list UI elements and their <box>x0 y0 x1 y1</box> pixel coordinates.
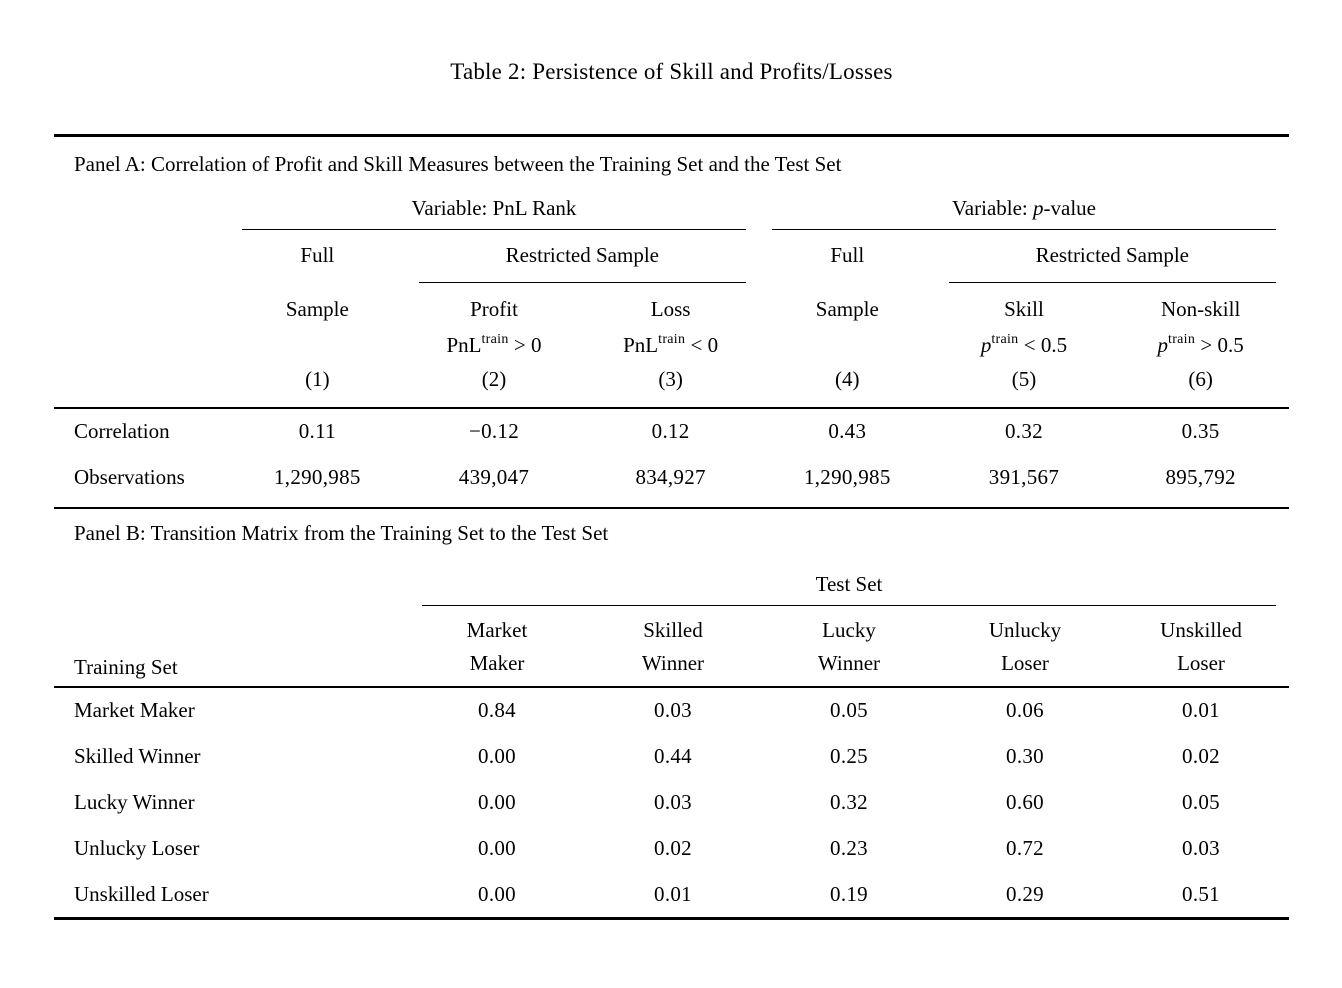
table-cell: 0.02 <box>654 835 692 860</box>
formula-p-lt-05: $p^{train} < 0.5$ <box>980 332 1068 357</box>
variable-group-row <box>54 190 1289 230</box>
col-group-full-1: Full <box>300 243 335 267</box>
col-number-6: (6) <box>1112 363 1289 408</box>
row-axis-label: Training Set <box>54 606 409 687</box>
empty-cell <box>759 323 936 363</box>
group-header-p-value <box>759 190 1289 230</box>
top-rule <box>54 134 1289 137</box>
table-row-unlucky-loser <box>54 825 1289 871</box>
table-cell: 0.32 <box>1004 419 1043 443</box>
table-cell: 0.19 <box>830 881 868 906</box>
panel-b-table <box>54 569 1289 917</box>
table-cell: 0.03 <box>654 698 692 722</box>
table-cell: 0.00 <box>478 789 516 814</box>
table-cell: 1,290,985 <box>273 464 361 489</box>
col-header-unlucky-loser: Unlucky Loser <box>937 606 1113 687</box>
col-number-1: (1) <box>229 363 406 408</box>
column-name-row <box>54 283 1289 323</box>
table-row-market-maker <box>54 687 1289 733</box>
row-label-market-maker: Market Maker <box>74 698 195 722</box>
table-cell: 0.23 <box>830 835 868 860</box>
table-cell: 1,290,985 <box>803 464 891 489</box>
table-cell: 0.35 <box>1181 419 1220 443</box>
empty-cell <box>54 190 229 230</box>
group-header-test-set: Test Set <box>409 569 1289 606</box>
column-formula-row <box>54 323 1289 363</box>
formula-pnl-lt-0: PnL$^{train}$ < 0 <box>623 332 719 357</box>
table-cell: 0.01 <box>654 881 692 906</box>
row-label-skilled-winner: Skilled Winner <box>74 743 201 768</box>
table-cell: 0.29 <box>1006 881 1044 906</box>
table-cell: 439,047 <box>458 464 530 489</box>
col-number-4: (4) <box>759 363 936 408</box>
row-label-correlation: Correlation <box>74 419 170 443</box>
column-number-row <box>54 363 1289 408</box>
table-row-observations <box>54 454 1289 500</box>
table-cell: 0.01 <box>1182 698 1220 722</box>
panel-b-heading: Panel B: Transition Matrix from the Training Set to the Test Set <box>74 521 609 545</box>
row-label-lucky-winner: Lucky Winner <box>74 789 195 814</box>
table-cell: 0.30 <box>1006 743 1044 768</box>
col-header-sample-2: Sample <box>815 297 879 321</box>
col-header-non-skill: Non-skill <box>1160 297 1241 321</box>
col-number-3: (3) <box>582 363 759 408</box>
paper-page <box>54 56 1289 920</box>
col-header-sample-1: Sample <box>285 297 349 321</box>
col-header-skilled-winner: Skilled Winner <box>585 606 761 687</box>
empty-cell <box>229 323 406 363</box>
column-header-row <box>54 606 1289 687</box>
empty-cell <box>54 283 229 323</box>
table-cell: 0.12 <box>651 419 690 443</box>
formula-pnl-gt-0: PnL$^{train}$ > 0 <box>446 332 542 357</box>
table-cell: 0.84 <box>478 698 516 722</box>
test-set-group-row <box>54 569 1289 606</box>
table-cell: 0.05 <box>1182 789 1220 814</box>
table-row-skilled-winner <box>54 733 1289 779</box>
formula-p-gt-05: $p^{train} > 0.5$ <box>1157 332 1244 357</box>
col-group-full-2: Full <box>830 243 865 267</box>
row-label-observations: Observations <box>74 464 185 489</box>
table-row-unskilled-loser <box>54 871 1289 917</box>
table-cell: −0.12 <box>468 419 520 443</box>
col-header-unskilled-loser: Unskilled Loser <box>1113 606 1289 687</box>
group-header-pnl-rank-label: Variable: PnL Rank <box>242 193 746 230</box>
panel-separator-rule <box>54 507 1289 509</box>
table-cell: 391,567 <box>988 464 1060 489</box>
panel-a-heading: Panel A: Correlation of Profit and Skill Measures between the Training Set and the Test Set <box>74 152 842 176</box>
table-cell: 0.03 <box>1182 835 1220 860</box>
table-cell: 0.72 <box>1006 835 1044 860</box>
table-cell: 895,792 <box>1165 464 1236 489</box>
empty-cell <box>54 230 229 283</box>
col-header-profit: Profit <box>470 297 518 321</box>
table-cell: 0.00 <box>478 835 516 860</box>
bottom-rule <box>54 917 1289 920</box>
table-cell: 0.32 <box>830 789 868 814</box>
empty-cell <box>54 323 229 363</box>
group-header-pnl-rank <box>229 190 759 230</box>
table-cell: 834,927 <box>635 464 706 489</box>
empty-cell <box>54 363 229 408</box>
table-cell: 0.06 <box>1006 698 1044 722</box>
table-cell: 0.00 <box>478 881 516 906</box>
table-cell: 0.25 <box>830 743 868 768</box>
table-cell: 0.11 <box>298 419 336 443</box>
col-header-lucky-winner: Lucky Winner <box>761 606 937 687</box>
col-number-2: (2) <box>406 363 583 408</box>
table-cell: 0.51 <box>1182 881 1220 906</box>
col-header-market-maker: Market Maker <box>409 606 585 687</box>
group-header-p-value-label: Variable: p-value <box>772 193 1276 230</box>
table-cell: 0.05 <box>830 698 868 722</box>
col-header-skill: Skill <box>1004 297 1044 321</box>
table-cell: 0.03 <box>654 789 692 814</box>
col-number-5: (5) <box>936 363 1113 408</box>
row-label-unlucky-loser: Unlucky Loser <box>74 835 200 860</box>
table-cell: 0.43 <box>828 419 867 443</box>
row-label-unskilled-loser: Unskilled Loser <box>74 881 209 906</box>
col-group-restricted-1: Restricted Sample <box>406 230 759 283</box>
sample-group-row <box>54 230 1289 283</box>
table-row-lucky-winner <box>54 779 1289 825</box>
table-cell: 0.44 <box>654 743 692 768</box>
table-caption: Table 2: Persistence of Skill and Profits/Losses <box>450 59 893 84</box>
table-cell: 0.60 <box>1006 789 1044 814</box>
empty-cell <box>54 569 409 606</box>
table-cell: 0.02 <box>1182 743 1220 768</box>
table-cell: 0.00 <box>478 743 516 768</box>
col-header-loss: Loss <box>650 297 691 321</box>
col-group-restricted-2: Restricted Sample <box>936 230 1289 283</box>
table-row-correlation <box>54 408 1289 454</box>
panel-a-table <box>54 190 1289 500</box>
